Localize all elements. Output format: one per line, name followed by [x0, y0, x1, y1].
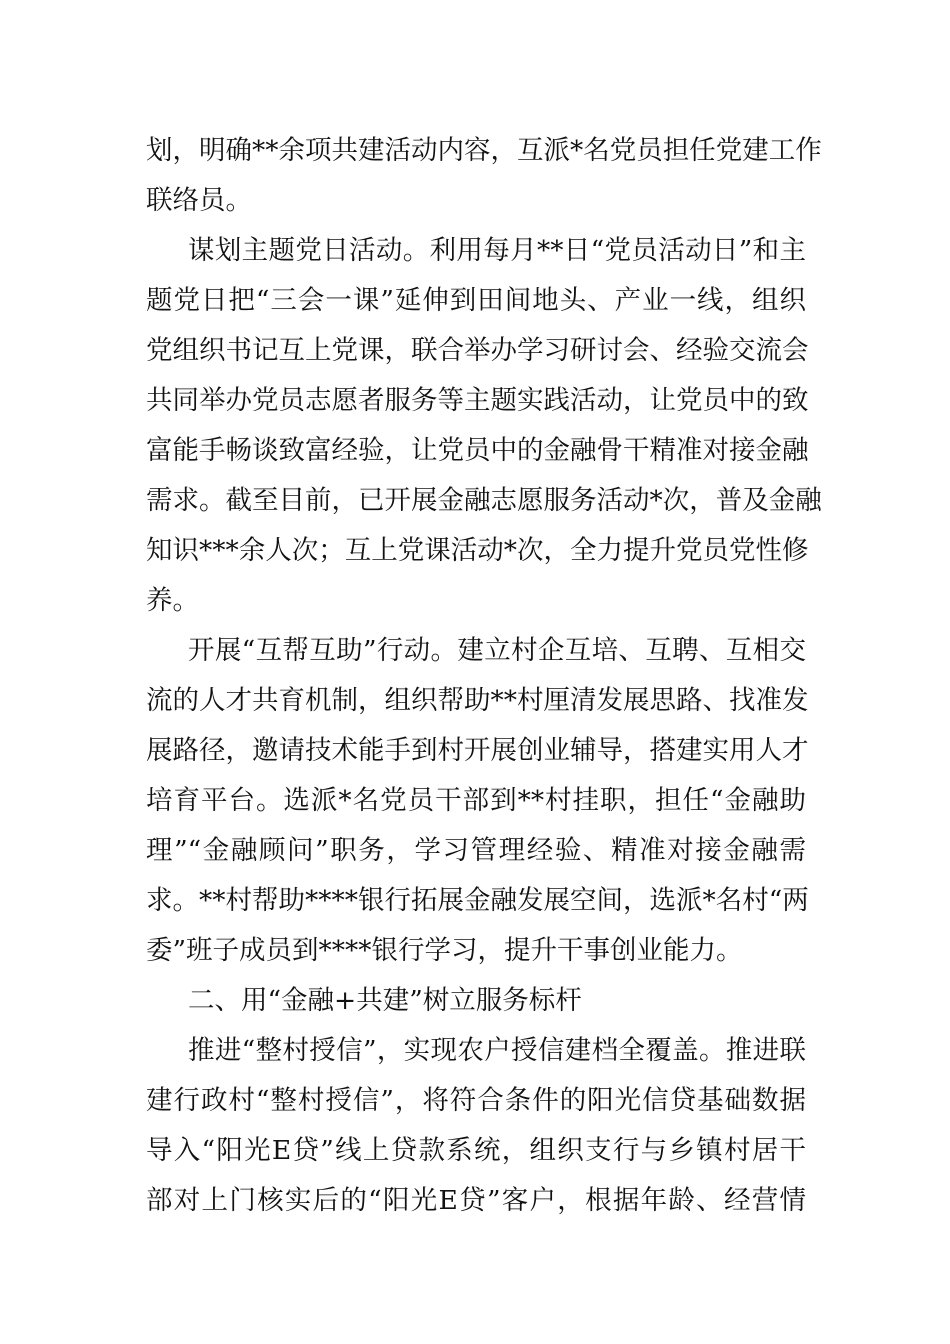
text-line: 开展“互帮互助”行动。建立村企互培、互聘、互相交	[188, 635, 806, 666]
text-line: 导入“阳光E贷”线上贷款系统，组织支行与乡镇村居干	[146, 1135, 806, 1166]
text-line: 知识***余人次；互上党课活动*次，全力提升党员党性修	[146, 535, 809, 566]
text-line: 展路径，邀请技术能手到村开展创业辅导，搭建实用人才	[146, 735, 809, 766]
text-line: 富能手畅谈致富经验，让党员中的金融骨干精准对接金融	[146, 435, 809, 466]
document-body	[146, 126, 822, 1226]
text-line: 二、用“金融+共建”树立服务标杆	[188, 985, 582, 1016]
text-line: 委”班子成员到****银行学习，提升干事创业能力。	[146, 935, 743, 966]
text-line: 共同举办党员志愿者服务等主题实践活动，让党员中的致	[146, 385, 809, 416]
text-line: 题党日把“三会一课”延伸到田间地头、产业一线，组织	[146, 285, 806, 316]
text-line: 流的人才共育机制，组织帮助**村厘清发展思路、找准发	[146, 685, 809, 716]
text-line: 建行政村“整村授信”，将符合条件的阳光信贷基础数据	[146, 1085, 806, 1116]
text-line: 划，明确**余项共建活动内容，互派*名党员担任党建工作	[146, 135, 822, 166]
text-line: 养。	[146, 585, 199, 616]
text-line: 党组织书记互上党课，联合举办学习研讨会、经验交流会	[146, 335, 809, 366]
text-line: 需求。截至目前，已开展金融志愿服务活动*次，普及金融	[146, 485, 822, 516]
text-line: 部对上门核实后的“阳光E贷”客户，根据年龄、经营情	[146, 1185, 806, 1216]
text-line: 推进“整村授信”，实现农户授信建档全覆盖。推进联	[188, 1035, 806, 1066]
text-line: 理”“金融顾问”职务，学习管理经验、精准对接金融需	[146, 835, 806, 866]
text-line: 求。**村帮助****银行拓展金融发展空间，选派*名村“两	[146, 885, 809, 916]
text-line: 联络员。	[146, 185, 252, 216]
text-line: 谋划主题党日活动。利用每月**日“党员活动日”和主	[188, 235, 806, 266]
text-line: 培育平台。选派*名党员干部到**村挂职，担任“金融助	[146, 785, 806, 816]
